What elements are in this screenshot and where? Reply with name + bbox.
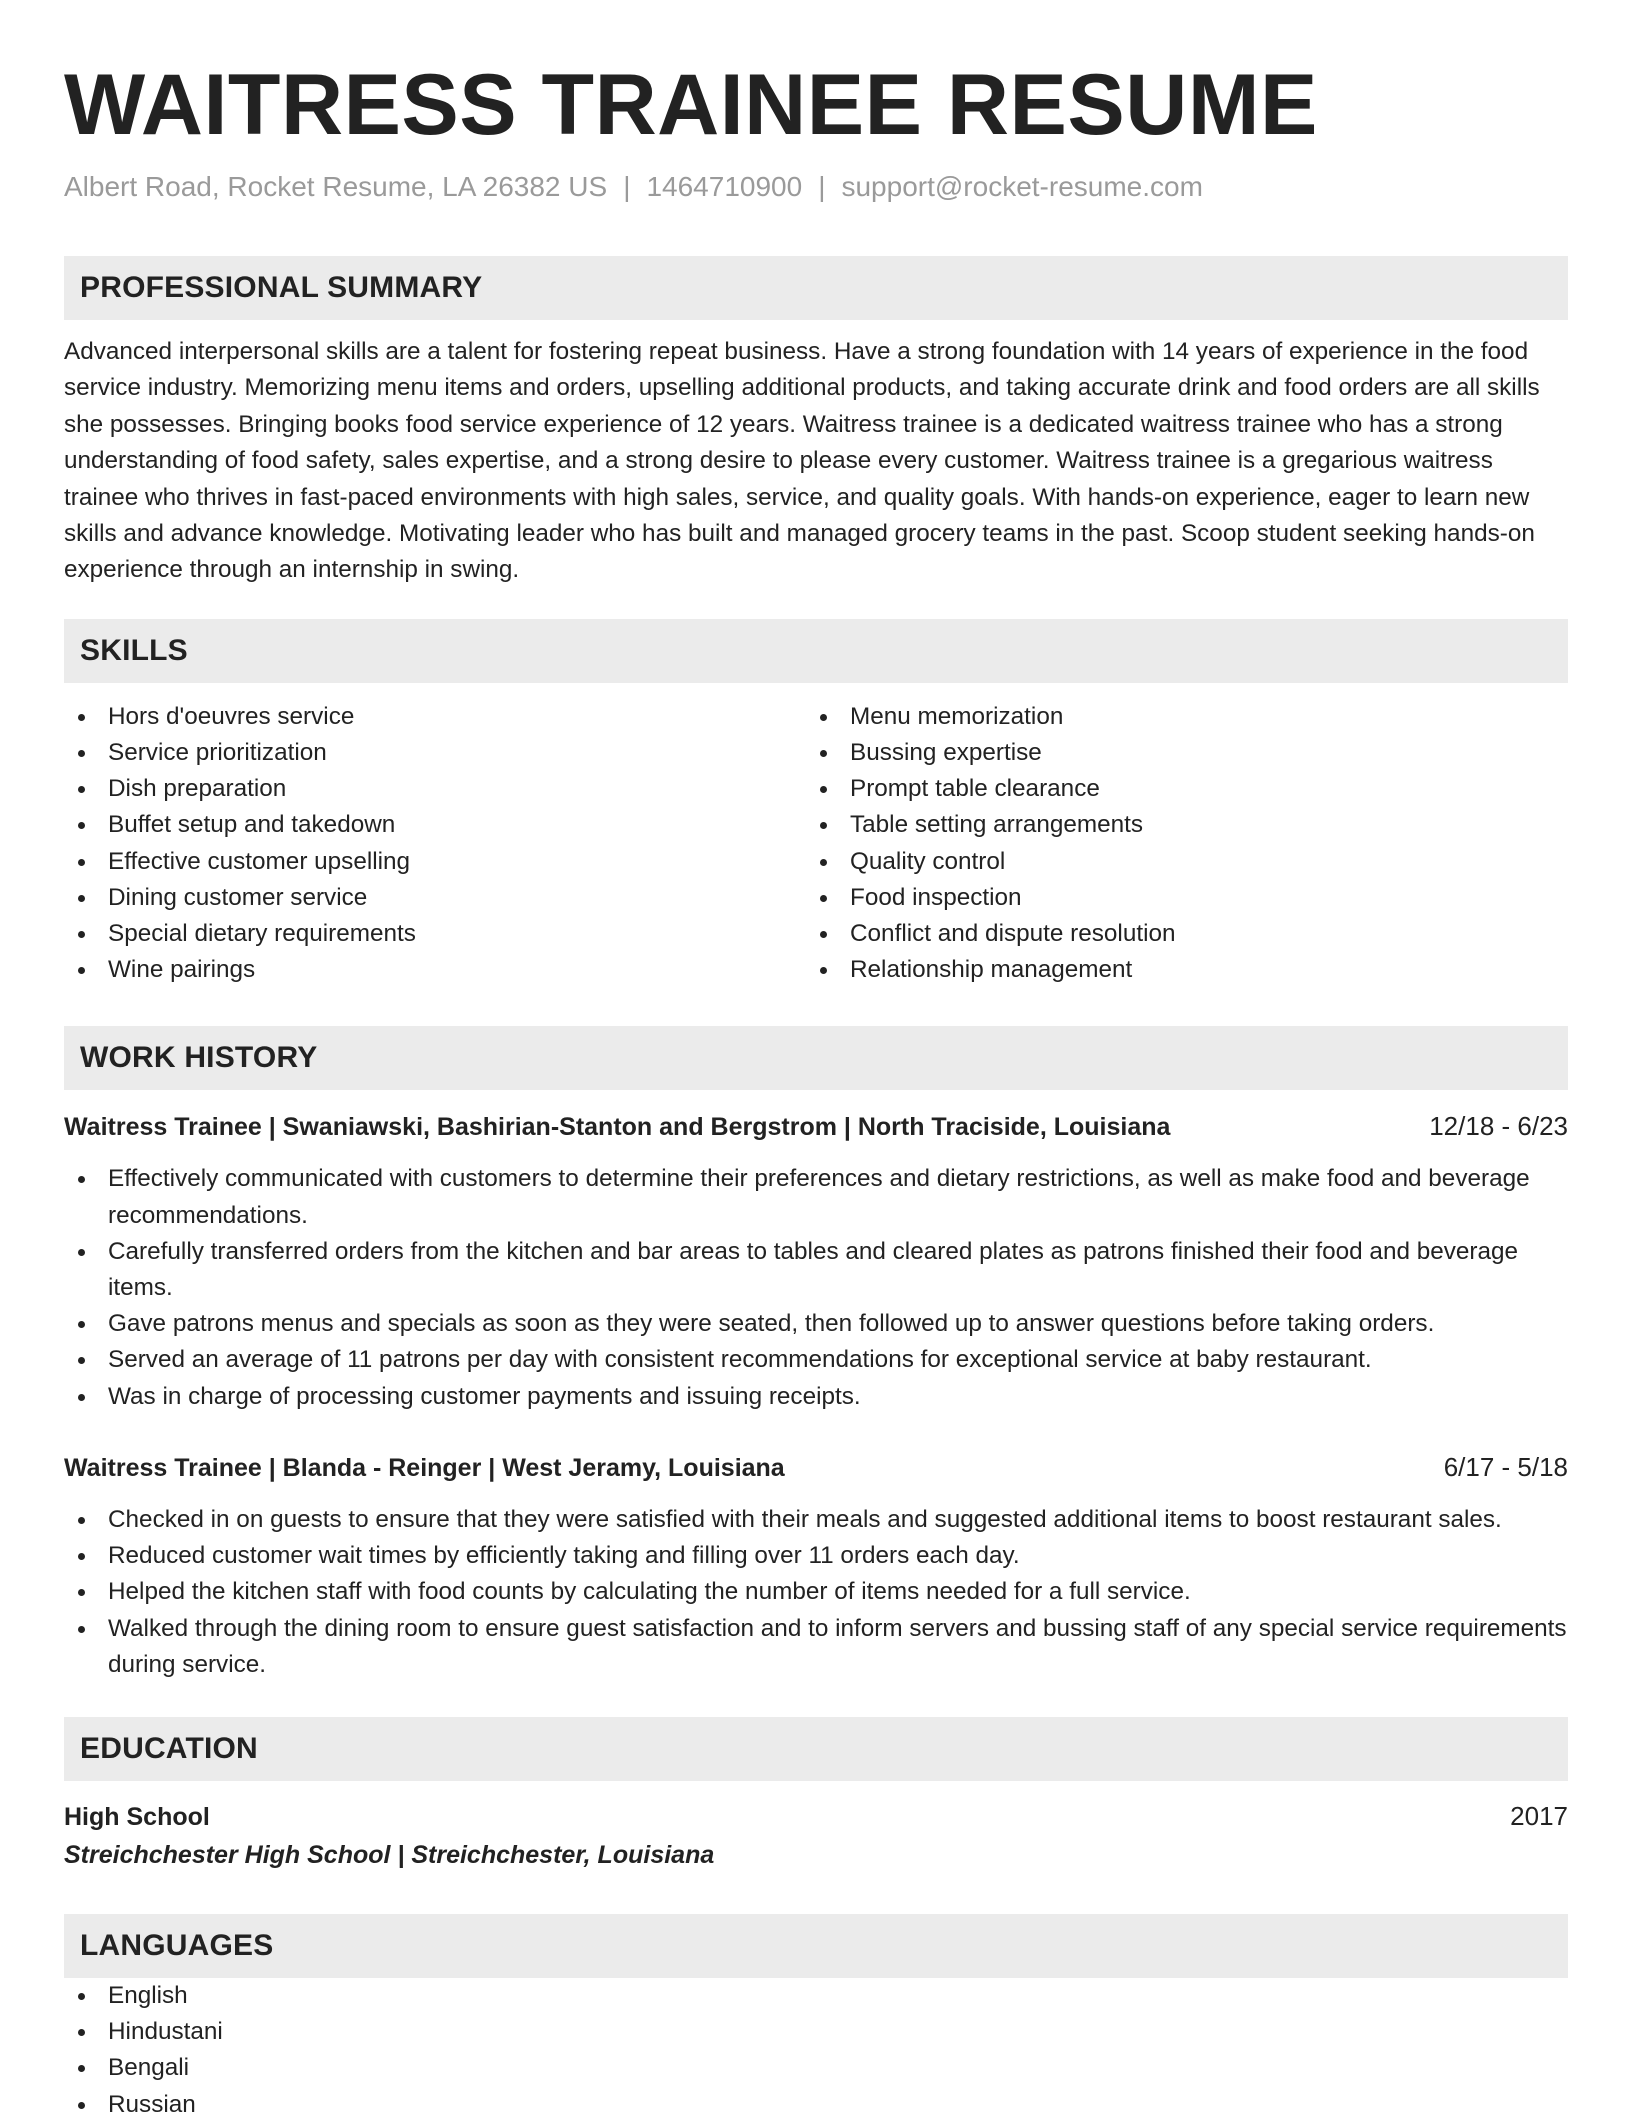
job-bullet: Walked through the dining room to ensure guest satisfaction and to inform servers and bussing staff of any special service requirements during service.: [64, 1611, 1568, 1683]
job-bullet: Was in charge of processing customer payments and issuing receipts.: [64, 1379, 1568, 1415]
contact-phone: 1464710900: [646, 171, 803, 202]
job-header: [64, 1449, 1568, 1486]
contact-separator: |: [623, 171, 631, 202]
skills-column-right: [806, 699, 1548, 989]
skill-item: Special dietary requirements: [64, 916, 806, 952]
job-bullet: Carefully transferred orders from the kitchen and bar areas to tables and cleared plates as patrons finished their food and beverage items.: [64, 1234, 1568, 1306]
education-entry: [64, 1797, 1568, 1874]
language-item: Hindustani: [64, 2014, 1568, 2050]
skill-item: Buffet setup and takedown: [64, 807, 806, 843]
skill-item: Food inspection: [806, 880, 1548, 916]
summary-paragraph: Advanced interpersonal skills are a talent for fostering repeat business. Have a strong foundation with 14 years of experience in the food service industry. Memorizing menu items and orders, upselling additional products, and taking accurate drink and food orders are all skills she possesses. Bringing books food service experience of 12 years. Waitress trainee is a dedicated waitress trainee who has a strong understanding of food safety, sales expertise, and a strong desire to please every customer. Waitress trainee is a gregarious waitress trainee who thrives in fast-paced environments with high sales, service, and quality goals. With hands-on experience, eager to learn new skills and advance knowledge. Motivating leader who has built and managed grocery teams in the past. Scoop student seeking hands-on experience through an internship in swing.: [64, 338, 1540, 584]
skill-item: Bussing expertise: [806, 735, 1548, 771]
job-dates: 6/17 - 5/18: [1443, 1451, 1568, 1482]
education-year: 2017: [1510, 1800, 1568, 1831]
resume-title: WAITRESS TRAINEE RESUME: [64, 57, 1318, 153]
resume-page: [64, 0, 1568, 2123]
job-bullets: [64, 1502, 1568, 1683]
languages-list: [64, 1978, 1568, 2123]
skill-item: Wine pairings: [64, 952, 806, 988]
language-item: Bengali: [64, 2050, 1568, 2086]
section-heading-work-history: WORK HISTORY: [64, 1026, 1568, 1090]
contact-separator: |: [818, 171, 826, 202]
skill-item: Effective customer upselling: [64, 844, 806, 880]
skills-column-left: [64, 699, 806, 989]
skill-item: Relationship management: [806, 952, 1548, 988]
job-dates: 12/18 - 6/23: [1429, 1111, 1568, 1142]
skill-item: Dish preparation: [64, 771, 806, 807]
job-title-line: Waitress Trainee | Blanda - Reinger | West Jeramy, Louisiana: [64, 1453, 785, 1482]
job-bullet: Effectively communicated with customers to determine their preferences and dietary restrictions, as well as make food and beverage recommendations.: [64, 1161, 1568, 1233]
job-title-line: Waitress Trainee | Swaniawski, Bashirian-Stanton and Bergstrom | North Traciside, Louisiana: [64, 1113, 1171, 1142]
skill-item: Table setting arrangements: [806, 807, 1548, 843]
education-degree: High School: [64, 1802, 210, 1831]
education-header: [64, 1797, 1568, 1836]
job-bullet: Gave patrons menus and specials as soon as they were seated, then followed up to answer questions before taking orders.: [64, 1306, 1568, 1342]
job-header: [64, 1108, 1568, 1145]
skill-item: Service prioritization: [64, 735, 806, 771]
section-heading-summary: PROFESSIONAL SUMMARY: [64, 256, 1568, 320]
education-school: Streichchester High School | Streichchester, Louisiana: [64, 1840, 715, 1869]
section-heading-education: EDUCATION: [64, 1717, 1568, 1781]
language-item: English: [64, 1978, 1568, 2014]
language-item: Russian: [64, 2087, 1568, 2123]
section-heading-languages: LANGUAGES: [64, 1914, 1568, 1978]
contact-address: Albert Road, Rocket Resume, LA 26382 US: [64, 171, 608, 202]
job-bullets: [64, 1161, 1568, 1414]
job-bullet: Served an average of 11 patrons per day with consistent recommendations for exceptional service at baby restaurant.: [64, 1342, 1568, 1378]
job-entry: [64, 1449, 1568, 1683]
section-heading-skills: SKILLS: [64, 619, 1568, 683]
job-bullet: Helped the kitchen staff with food counts by calculating the number of items needed for a full service.: [64, 1574, 1568, 1610]
contact-email: support@rocket-resume.com: [841, 171, 1203, 202]
skill-item: Menu memorization: [806, 699, 1548, 735]
job-entry: [64, 1108, 1568, 1414]
skill-item: Hors d'oeuvres service: [64, 699, 806, 735]
job-bullet: Checked in on guests to ensure that they were satisfied with their meals and suggested additional items to boost restaurant sales.: [64, 1502, 1568, 1538]
skill-item: Prompt table clearance: [806, 771, 1548, 807]
skill-item: Conflict and dispute resolution: [806, 916, 1548, 952]
contact-line: [64, 170, 1568, 204]
skills-grid: [64, 699, 1568, 989]
skill-item: Quality control: [806, 844, 1548, 880]
skill-item: Dining customer service: [64, 880, 806, 916]
job-bullet: Reduced customer wait times by efficiently taking and filling over 11 orders each day.: [64, 1538, 1568, 1574]
